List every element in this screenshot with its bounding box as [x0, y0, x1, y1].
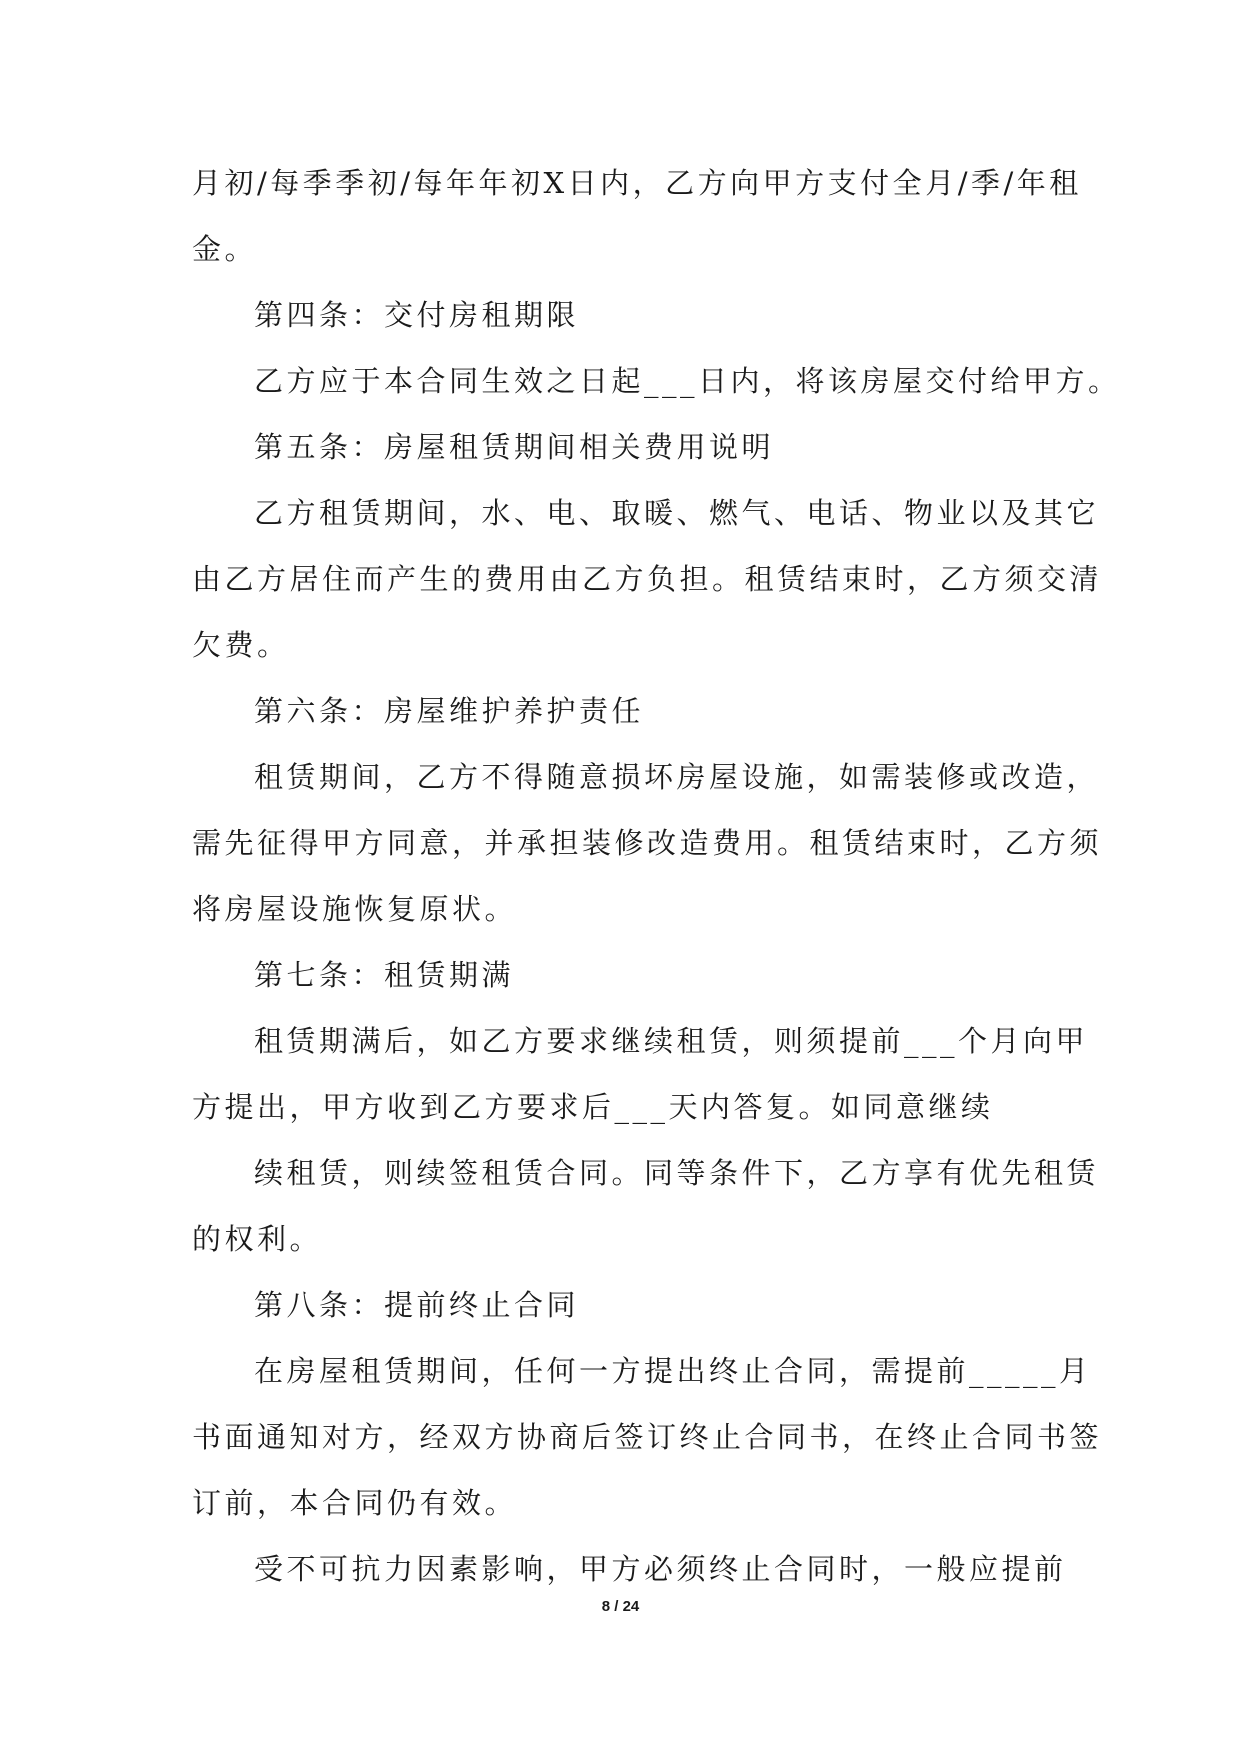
page-number: 8 / 24 — [601, 1598, 640, 1615]
document-line: 月初/每季季初/每年年初X日内，乙方向甲方支付全月/季/年租 — [192, 166, 1082, 200]
document-line: 订前，本合同仍有效。 — [192, 1486, 518, 1520]
document-line: 租赁期满后，如乙方要求继续租赁，则须提前___个月向甲 — [254, 1024, 1089, 1058]
document-line: 第七条：租赁期满 — [254, 958, 515, 992]
document-line: 需先征得甲方同意，并承担装修改造费用。租赁结束时，乙方须 — [192, 826, 1103, 860]
document-line: 书面通知对方，经双方协商后签订终止合同书，在终止合同书签 — [192, 1420, 1103, 1454]
document-line: 受不可抗力因素影响，甲方必须终止合同时，一般应提前 — [254, 1552, 1067, 1586]
document-line: 租赁期间，乙方不得随意损坏房屋设施，如需装修或改造， — [254, 760, 1100, 794]
document-line: 在房屋租赁期间，任何一方提出终止合同，需提前_____月 — [254, 1354, 1092, 1388]
document-line: 金。 — [192, 232, 258, 266]
document-line: 续租赁，则续签租赁合同。同等条件下，乙方享有优先租赁 — [254, 1156, 1100, 1190]
document-line: 第六条：房屋维护养护责任 — [254, 694, 645, 728]
document-line: 的权利。 — [192, 1222, 323, 1256]
document-line: 乙方租赁期间，水、电、取暖、燃气、电话、物业以及其它 — [254, 496, 1100, 530]
document-line: 第四条：交付房租期限 — [254, 298, 580, 332]
document-line: 第八条：提前终止合同 — [254, 1288, 580, 1322]
document-line: 乙方应于本合同生效之日起___日内，将该房屋交付给甲方。 — [254, 364, 1121, 398]
document-line: 由乙方居住而产生的费用由乙方负担。租赁结束时，乙方须交清 — [192, 562, 1103, 596]
document-line: 欠费。 — [192, 628, 290, 662]
document-line: 将房屋设施恢复原状。 — [192, 892, 518, 926]
document-body — [192, 150, 1121, 1602]
document-line: 第五条：房屋租赁期间相关费用说明 — [254, 430, 775, 464]
document-line: 方提出，甲方收到乙方要求后___天内答复。如同意继续 — [192, 1090, 994, 1124]
